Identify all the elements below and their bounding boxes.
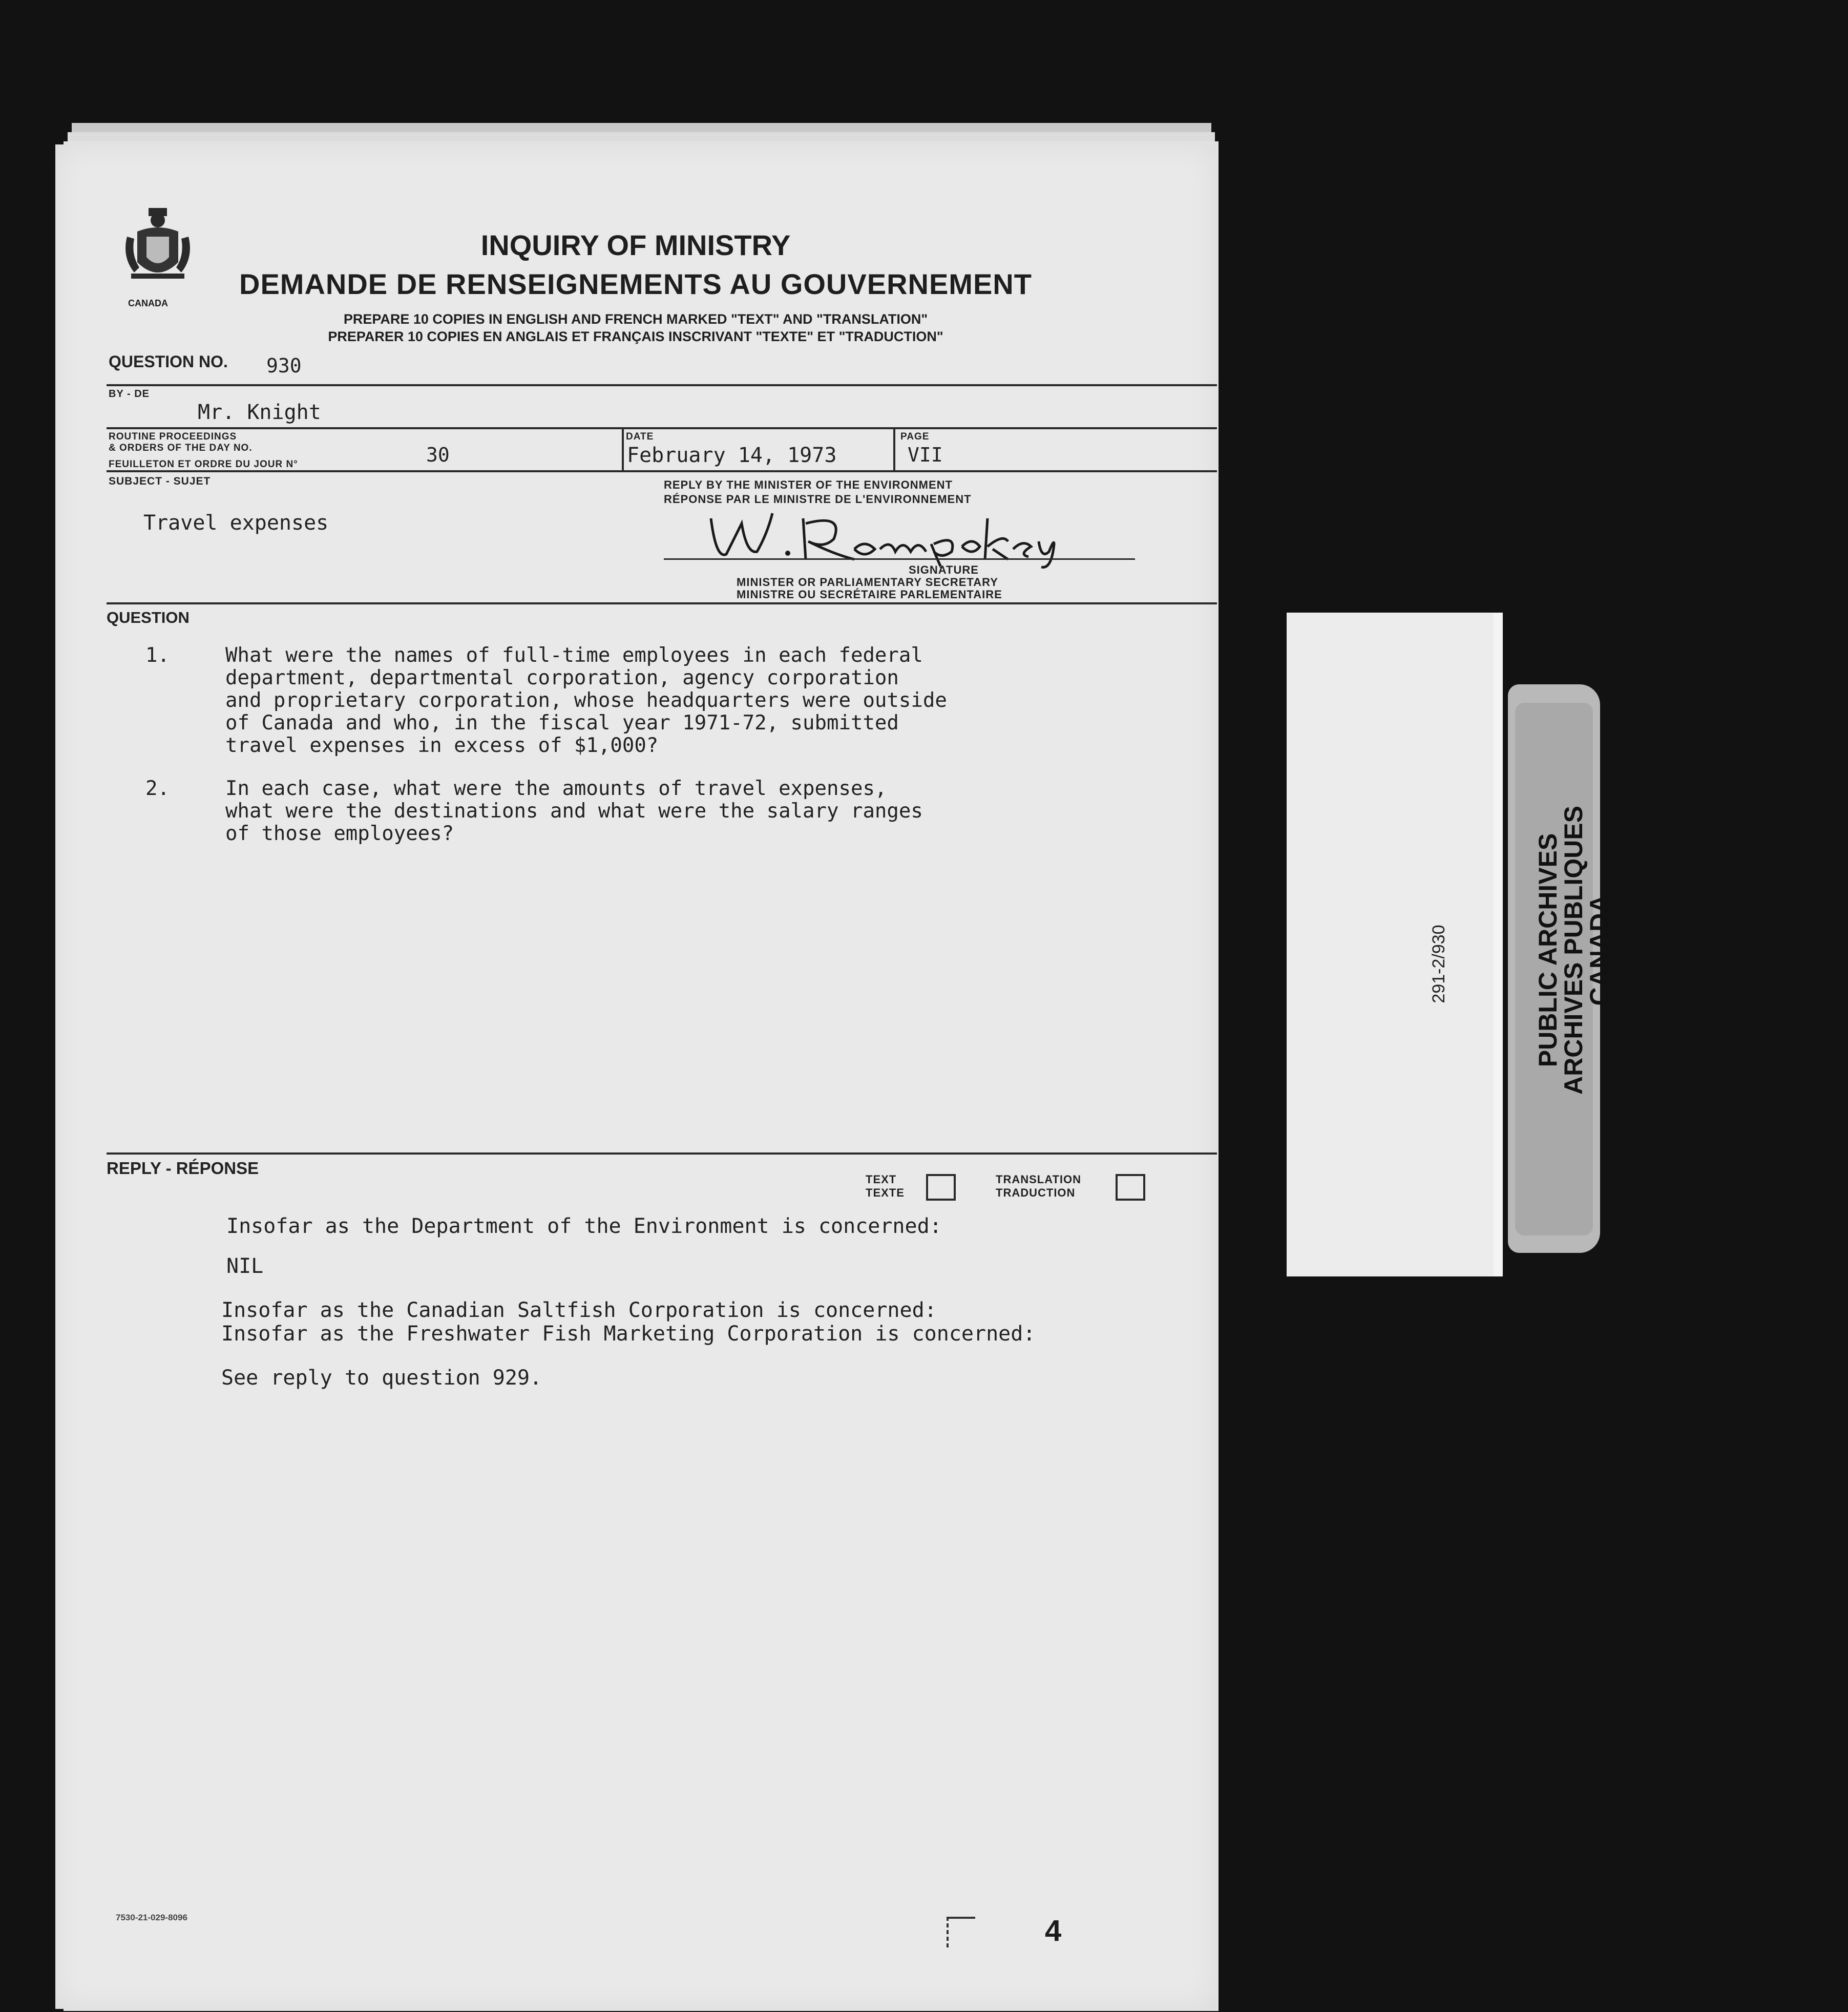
- question-item-line: department, departmental corporation, agency corporation: [225, 666, 899, 689]
- reply-line: See reply to question 929.: [221, 1366, 542, 1390]
- subject-value: Travel expenses: [143, 511, 329, 535]
- by-value: Mr. Knight: [198, 401, 321, 424]
- text-checkbox[interactable]: [926, 1174, 956, 1201]
- form-number: 7530-21-029-8096: [116, 1913, 187, 1922]
- translation-checkbox[interactable]: [1116, 1174, 1145, 1201]
- rule: [107, 427, 1217, 429]
- question-item-line: travel expenses in excess of $1,000?: [225, 734, 659, 757]
- rule: [107, 602, 1217, 604]
- question-item-line: In each case, what were the amounts of travel expenses,: [225, 777, 887, 800]
- traduction-label: TRADUCTION: [996, 1186, 1076, 1199]
- question-item-line: of those employees?: [225, 822, 454, 845]
- date-label: DATE: [626, 431, 654, 442]
- date-value: February 14, 1973: [627, 444, 837, 467]
- reply-line: Insofar as the Department of the Environment is concerned:: [226, 1214, 942, 1238]
- archive-tag: [1287, 613, 1497, 1276]
- rule: [107, 470, 1217, 472]
- reply-line: Insofar as the Canadian Saltfish Corporation is concerned:: [221, 1298, 937, 1322]
- divider: [622, 427, 624, 471]
- question-item-line: what were the destinations and what were the salary ranges: [225, 800, 923, 823]
- signature-line: [664, 558, 1135, 560]
- inquiry-form-sheet: [55, 144, 1216, 2009]
- reply-by-fr: RÉPONSE PAR LE MINISTRE DE L'ENVIRONNEMENT: [664, 493, 972, 506]
- stamp-line-3: CANADA: [1585, 894, 1613, 1006]
- stamp-line-1: PUBLIC ARCHIVES: [1534, 833, 1562, 1067]
- archive-file-reference: 291-2/930: [1429, 925, 1448, 1003]
- page-value: VII: [908, 444, 943, 466]
- instruction-fr: PREPARER 10 COPIES EN ANGLAIS ET FRANÇAIS INSCRIVANT "TEXTE" ET "TRADUCTION": [328, 329, 943, 344]
- page-label: PAGE: [900, 431, 930, 442]
- routine-number: 30: [426, 444, 450, 466]
- sheet-number: 4: [1045, 1914, 1062, 1947]
- question-item-line: of Canada and who, in the fiscal year 1971-72, submitted: [225, 711, 899, 735]
- question-item-line: What were the names of full-time employees in each federal: [225, 644, 923, 667]
- instruction-en: PREPARE 10 COPIES IN ENGLISH AND FRENCH MARKED "TEXT" AND "TRANSLATION": [343, 311, 928, 327]
- divider: [893, 427, 895, 471]
- reply-label: REPLY - RÉPONSE: [107, 1159, 259, 1178]
- routine-label-2: & ORDERS OF THE DAY NO.: [109, 443, 253, 453]
- archive-tag-edge: [1494, 613, 1503, 1276]
- question-item-number: 1.: [145, 644, 170, 667]
- subject-label: SUBJECT - SUJET: [109, 475, 211, 487]
- rule: [107, 1152, 1217, 1155]
- question-label: QUESTION: [107, 609, 190, 626]
- signature-label: SIGNATURE: [909, 563, 979, 576]
- rule: [107, 384, 1217, 386]
- reply-by-en: REPLY BY THE MINISTER OF THE ENVIRONMENT: [664, 478, 953, 491]
- corner-mark: [947, 1917, 975, 1947]
- by-label: BY - DE: [109, 388, 150, 400]
- translation-label: TRANSLATION: [996, 1173, 1082, 1186]
- question-item-number: 2.: [145, 777, 170, 800]
- question-no-label: QUESTION NO.: [109, 352, 228, 371]
- form-title-fr: DEMANDE DE RENSEIGNEMENTS AU GOUVERNEMENT: [239, 268, 1032, 300]
- routine-label-1: ROUTINE PROCEEDINGS: [109, 431, 237, 442]
- signer-title-en: MINISTER OR PARLIAMENTARY SECRETARY: [737, 576, 998, 589]
- routine-label-3: FEUILLETON ET ORDRE DU JOUR N°: [109, 459, 298, 470]
- reply-line: NIL: [226, 1254, 264, 1278]
- canada-label: CANADA: [128, 298, 168, 308]
- handwritten-signature: [701, 503, 1069, 572]
- signer-title-fr: MINISTRE OU SECRÉTAIRE PARLEMENTAIRE: [737, 588, 1002, 601]
- text-label: TEXT: [866, 1173, 897, 1186]
- question-item-line: and proprietary corporation, whose headquarters were outside: [225, 689, 947, 712]
- reply-line: Insofar as the Freshwater Fish Marketing Corporation is concerned:: [221, 1322, 1036, 1346]
- question-number: 930: [266, 354, 302, 377]
- texte-label: TEXTE: [866, 1186, 905, 1199]
- form-title-en: INQUIRY OF MINISTRY: [480, 229, 791, 261]
- stamp-line-2: ARCHIVES PUBLIQUES: [1559, 806, 1588, 1095]
